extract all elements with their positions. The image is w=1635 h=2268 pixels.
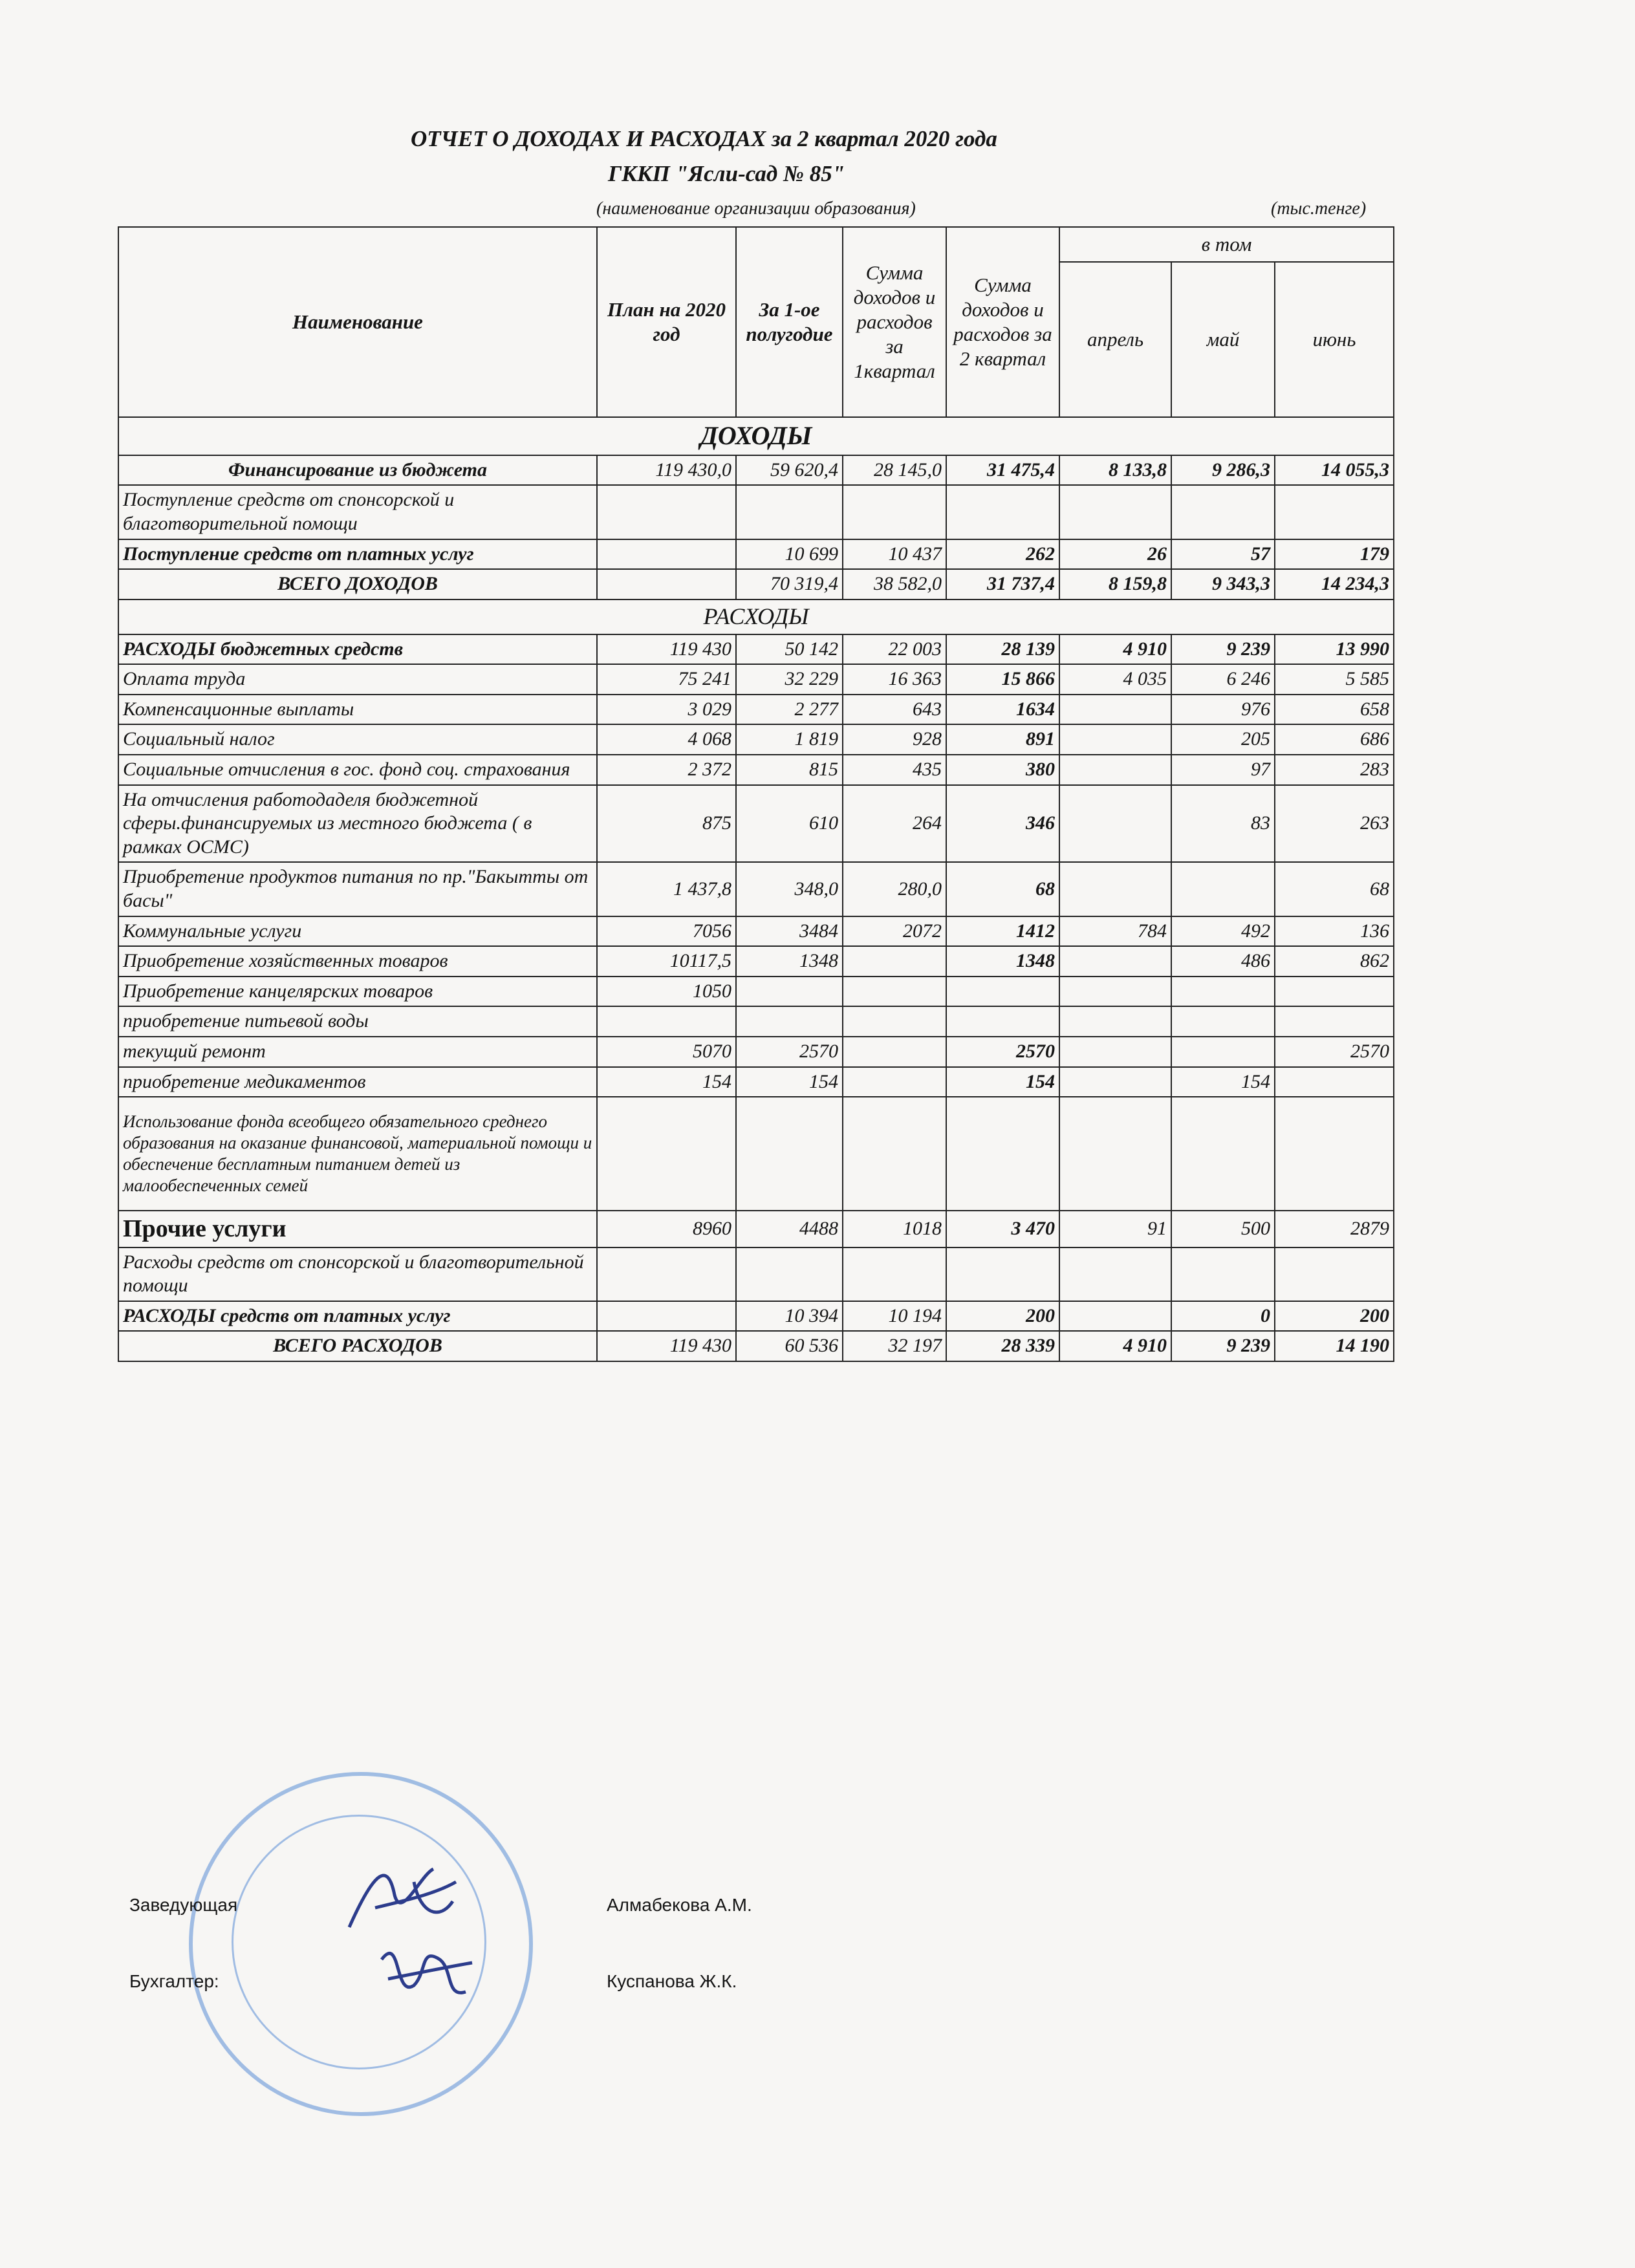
head-label: Заведующая [129, 1895, 238, 1915]
cell-half [736, 1247, 843, 1301]
table-row [118, 455, 1394, 486]
cell-half [736, 977, 843, 1007]
cell-half: 154 [736, 1067, 843, 1097]
cell-half: 610 [736, 785, 843, 863]
cell-may: 57 [1171, 539, 1275, 570]
table-row [118, 539, 1394, 570]
cell-may: 486 [1171, 946, 1275, 977]
cell-jun: 179 [1275, 539, 1394, 570]
row-label: ВСЕГО ДОХОДОВ [118, 569, 597, 599]
cell-q1: 280,0 [843, 862, 946, 916]
cell-q2: 28 339 [946, 1331, 1059, 1361]
organization-name: ГККП "Ясли-сад № 85" [608, 161, 845, 186]
cell-plan: 875 [597, 785, 736, 863]
cell-q2: 31 737,4 [946, 569, 1059, 599]
cell-jun [1275, 1247, 1394, 1301]
cell-q2: 68 [946, 862, 1059, 916]
cell-jun: 136 [1275, 916, 1394, 947]
cell-may: 9 239 [1171, 634, 1275, 665]
cell-q1 [843, 1006, 946, 1037]
expense-section-header [118, 599, 1394, 634]
cell-q1: 38 582,0 [843, 569, 946, 599]
cell-q1 [843, 1247, 946, 1301]
cell-jun: 283 [1275, 755, 1394, 785]
table-row [118, 1211, 1394, 1247]
cell-half: 59 620,4 [736, 455, 843, 486]
currency-unit: (тыс.тенге) [1271, 199, 1367, 219]
cell-may [1171, 1037, 1275, 1067]
head-signature [336, 1856, 466, 1940]
table-row [118, 664, 1394, 695]
cell-apr: 4 910 [1059, 1331, 1171, 1361]
cell-q2: 346 [946, 785, 1059, 863]
cell-plan: 119 430,0 [597, 455, 736, 486]
cell-q1: 10 194 [843, 1301, 946, 1332]
cell-apr [1059, 1006, 1171, 1037]
cell-q2 [946, 977, 1059, 1007]
accountant-name: Куспанова Ж.К. [607, 1971, 737, 1991]
cell-plan: 8960 [597, 1211, 736, 1247]
cell-jun [1275, 485, 1394, 539]
cell-may [1171, 977, 1275, 1007]
cell-apr [1059, 1067, 1171, 1097]
cell-apr [1059, 946, 1171, 977]
row-label: РАСХОДЫ бюджетных средств [118, 634, 597, 665]
cell-plan: 1 437,8 [597, 862, 736, 916]
cell-half: 815 [736, 755, 843, 785]
row-label: Социальный налог [118, 724, 597, 755]
cell-apr: 91 [1059, 1211, 1171, 1247]
cell-apr [1059, 862, 1171, 916]
section-title: РАСХОДЫ [118, 599, 1394, 634]
cell-jun: 263 [1275, 785, 1394, 863]
cell-q1: 28 145,0 [843, 455, 946, 486]
cell-may: 9 343,3 [1171, 569, 1275, 599]
cell-may: 83 [1171, 785, 1275, 863]
cell-apr [1059, 724, 1171, 755]
row-label: Финансирование из бюджета [118, 455, 597, 486]
cell-q2 [946, 1006, 1059, 1037]
col-header-may: май [1171, 262, 1275, 417]
cell-apr [1059, 977, 1171, 1007]
table-row [118, 977, 1394, 1007]
cell-half: 70 319,4 [736, 569, 843, 599]
cell-q2: 28 139 [946, 634, 1059, 665]
cell-q2: 2570 [946, 1037, 1059, 1067]
col-header-name: Наименование [118, 227, 597, 417]
cell-q1: 32 197 [843, 1331, 946, 1361]
accountant-label: Бухгалтер: [129, 1971, 219, 1991]
cell-apr [1059, 755, 1171, 785]
row-label: Коммунальные услуги [118, 916, 597, 947]
row-label: РАСХОДЫ средств от платных услуг [118, 1301, 597, 1332]
row-label: Приобретение продуктов питания по пр."Бакытты от басы" [118, 862, 597, 916]
col-header-half: За 1-ое полугодие [736, 227, 843, 417]
cell-q1: 1018 [843, 1211, 946, 1247]
row-label: Поступление средств от спонсорской и благотворительной помощи [118, 485, 597, 539]
cell-jun [1275, 1067, 1394, 1097]
table-row [118, 1331, 1394, 1361]
cell-half: 2570 [736, 1037, 843, 1067]
cell-half [736, 485, 843, 539]
report-title: ОТЧЕТ О ДОХОДАХ И РАСХОДАХ за 2 квартал 2020 года [411, 126, 997, 151]
row-label: Приобретение канцелярских товаров [118, 977, 597, 1007]
cell-q1: 435 [843, 755, 946, 785]
table-row [118, 634, 1394, 665]
cell-jun: 5 585 [1275, 664, 1394, 695]
cell-jun: 2879 [1275, 1211, 1394, 1247]
cell-apr: 8 159,8 [1059, 569, 1171, 599]
cell-apr [1059, 1037, 1171, 1067]
row-label: Приобретение хозяйственных товаров [118, 946, 597, 977]
cell-q2: 891 [946, 724, 1059, 755]
cell-may [1171, 1006, 1275, 1037]
table-row [118, 946, 1394, 977]
cell-q2 [946, 485, 1059, 539]
cell-jun [1275, 1006, 1394, 1037]
cell-q2: 262 [946, 539, 1059, 570]
table-row [118, 755, 1394, 785]
table-row [118, 916, 1394, 947]
cell-plan: 5070 [597, 1037, 736, 1067]
cell-plan: 3 029 [597, 695, 736, 725]
table-row [118, 485, 1394, 539]
cell-plan: 1050 [597, 977, 736, 1007]
cell-may [1171, 862, 1275, 916]
table-row [118, 1006, 1394, 1037]
cell-half: 10 394 [736, 1301, 843, 1332]
cell-plan [597, 569, 736, 599]
cell-jun: 658 [1275, 695, 1394, 725]
cell-apr [1059, 785, 1171, 863]
cell-q2: 15 866 [946, 664, 1059, 695]
table-row [118, 1247, 1394, 1301]
row-label: ВСЕГО РАСХОДОВ [118, 1331, 597, 1361]
cell-may: 500 [1171, 1211, 1275, 1247]
cell-plan: 2 372 [597, 755, 736, 785]
cell-q1: 264 [843, 785, 946, 863]
cell-q1: 10 437 [843, 539, 946, 570]
income-expense-table [118, 226, 1394, 1362]
cell-q1: 16 363 [843, 664, 946, 695]
accountant-signature [369, 1934, 479, 2011]
cell-half [736, 1006, 843, 1037]
cell-jun: 13 990 [1275, 634, 1394, 665]
table-row [118, 1067, 1394, 1097]
cell-plan: 4 068 [597, 724, 736, 755]
organization-note: (наименование организации образования) [596, 199, 916, 219]
cell-q1 [843, 485, 946, 539]
table-row [118, 785, 1394, 863]
cell-q1 [843, 1097, 946, 1211]
cell-jun: 14 234,3 [1275, 569, 1394, 599]
cell-jun [1275, 977, 1394, 1007]
cell-q2: 3 470 [946, 1211, 1059, 1247]
cell-may: 6 246 [1171, 664, 1275, 695]
cell-half: 60 536 [736, 1331, 843, 1361]
cell-q2: 1634 [946, 695, 1059, 725]
cell-jun: 200 [1275, 1301, 1394, 1332]
cell-apr: 4 035 [1059, 664, 1171, 695]
row-label: Использование фонда всеобщего обязательного среднего образования на оказание финансовой, материальной помощи и обеспечение бесплатным питанием детей из малообеспеченных семей [118, 1097, 597, 1211]
col-header-q1: Сумма доходов и расходов за 1квартал [843, 227, 946, 417]
cell-jun: 862 [1275, 946, 1394, 977]
table-row [118, 1301, 1394, 1332]
row-label: Прочие услуги [118, 1211, 597, 1247]
col-header-june: июнь [1275, 262, 1394, 417]
cell-plan [597, 1247, 736, 1301]
cell-may [1171, 1097, 1275, 1211]
cell-half: 10 699 [736, 539, 843, 570]
cell-may: 9 286,3 [1171, 455, 1275, 486]
head-name: Алмабекова А.М. [607, 1895, 752, 1915]
cell-half: 1 819 [736, 724, 843, 755]
cell-jun [1275, 1097, 1394, 1211]
cell-jun: 14 190 [1275, 1331, 1394, 1361]
cell-half: 1348 [736, 946, 843, 977]
cell-q1: 22 003 [843, 634, 946, 665]
cell-half: 50 142 [736, 634, 843, 665]
cell-apr [1059, 1247, 1171, 1301]
cell-q1: 643 [843, 695, 946, 725]
row-label: Оплата труда [118, 664, 597, 695]
cell-may: 976 [1171, 695, 1275, 725]
cell-apr: 784 [1059, 916, 1171, 947]
row-label: текущий ремонт [118, 1037, 597, 1067]
cell-jun: 686 [1275, 724, 1394, 755]
cell-q2: 1412 [946, 916, 1059, 947]
cell-q1: 2072 [843, 916, 946, 947]
cell-plan [597, 485, 736, 539]
cell-jun: 14 055,3 [1275, 455, 1394, 486]
cell-q1: 928 [843, 724, 946, 755]
cell-plan [597, 1097, 736, 1211]
row-label: приобретение медикаментов [118, 1067, 597, 1097]
cell-jun: 2570 [1275, 1037, 1394, 1067]
row-label: Компенсационные выплаты [118, 695, 597, 725]
row-label: На отчисления работодаделя бюджетной сферы.финансируемых из местного бюджета ( в рамках ОСМС) [118, 785, 597, 863]
col-header-april: апрель [1059, 262, 1171, 417]
cell-q1 [843, 1067, 946, 1097]
row-label: Расходы средств от спонсорской и благотворительной помощи [118, 1247, 597, 1301]
table-row [118, 1037, 1394, 1067]
table-row [118, 695, 1394, 725]
cell-q2 [946, 1247, 1059, 1301]
table-row [118, 569, 1394, 599]
cell-may: 154 [1171, 1067, 1275, 1097]
cell-half [736, 1097, 843, 1211]
cell-plan [597, 1006, 736, 1037]
cell-q1 [843, 946, 946, 977]
cell-plan: 10117,5 [597, 946, 736, 977]
cell-plan: 75 241 [597, 664, 736, 695]
cell-half: 32 229 [736, 664, 843, 695]
cell-half: 348,0 [736, 862, 843, 916]
cell-may: 9 239 [1171, 1331, 1275, 1361]
cell-q2: 1348 [946, 946, 1059, 977]
cell-apr: 8 133,8 [1059, 455, 1171, 486]
cell-q2: 31 475,4 [946, 455, 1059, 486]
col-header-q2: Сумма доходов и расходов за 2 квартал [946, 227, 1059, 417]
table-row [118, 724, 1394, 755]
cell-apr: 26 [1059, 539, 1171, 570]
cell-apr [1059, 485, 1171, 539]
cell-plan: 119 430 [597, 634, 736, 665]
cell-plan: 154 [597, 1067, 736, 1097]
cell-q2: 200 [946, 1301, 1059, 1332]
cell-plan [597, 1301, 736, 1332]
cell-half: 3484 [736, 916, 843, 947]
cell-may: 492 [1171, 916, 1275, 947]
cell-q2: 154 [946, 1067, 1059, 1097]
cell-q1 [843, 1037, 946, 1067]
income-section-header [118, 417, 1394, 455]
cell-apr [1059, 1097, 1171, 1211]
table-row [118, 862, 1394, 916]
cell-plan: 119 430 [597, 1331, 736, 1361]
table-row [118, 1097, 1394, 1211]
cell-may [1171, 1247, 1275, 1301]
cell-apr [1059, 1301, 1171, 1332]
cell-may: 97 [1171, 755, 1275, 785]
row-label: Социальные отчисления в гос. фонд соц. страхования [118, 755, 597, 785]
cell-q2 [946, 1097, 1059, 1211]
cell-plan: 7056 [597, 916, 736, 947]
cell-half: 4488 [736, 1211, 843, 1247]
row-label: приобретение питьевой воды [118, 1006, 597, 1037]
cell-may: 0 [1171, 1301, 1275, 1332]
cell-may: 205 [1171, 724, 1275, 755]
cell-apr: 4 910 [1059, 634, 1171, 665]
cell-half: 2 277 [736, 695, 843, 725]
cell-jun: 68 [1275, 862, 1394, 916]
row-label: Поступление средств от платных услуг [118, 539, 597, 570]
cell-q1 [843, 977, 946, 1007]
col-header-plan: План на 2020 год [597, 227, 736, 417]
cell-may [1171, 485, 1275, 539]
section-title: ДОХОДЫ [118, 417, 1394, 455]
organization-stamp [189, 1772, 533, 2116]
cell-apr [1059, 695, 1171, 725]
cell-q2: 380 [946, 755, 1059, 785]
col-header-including: в том [1059, 227, 1394, 262]
cell-plan [597, 539, 736, 570]
